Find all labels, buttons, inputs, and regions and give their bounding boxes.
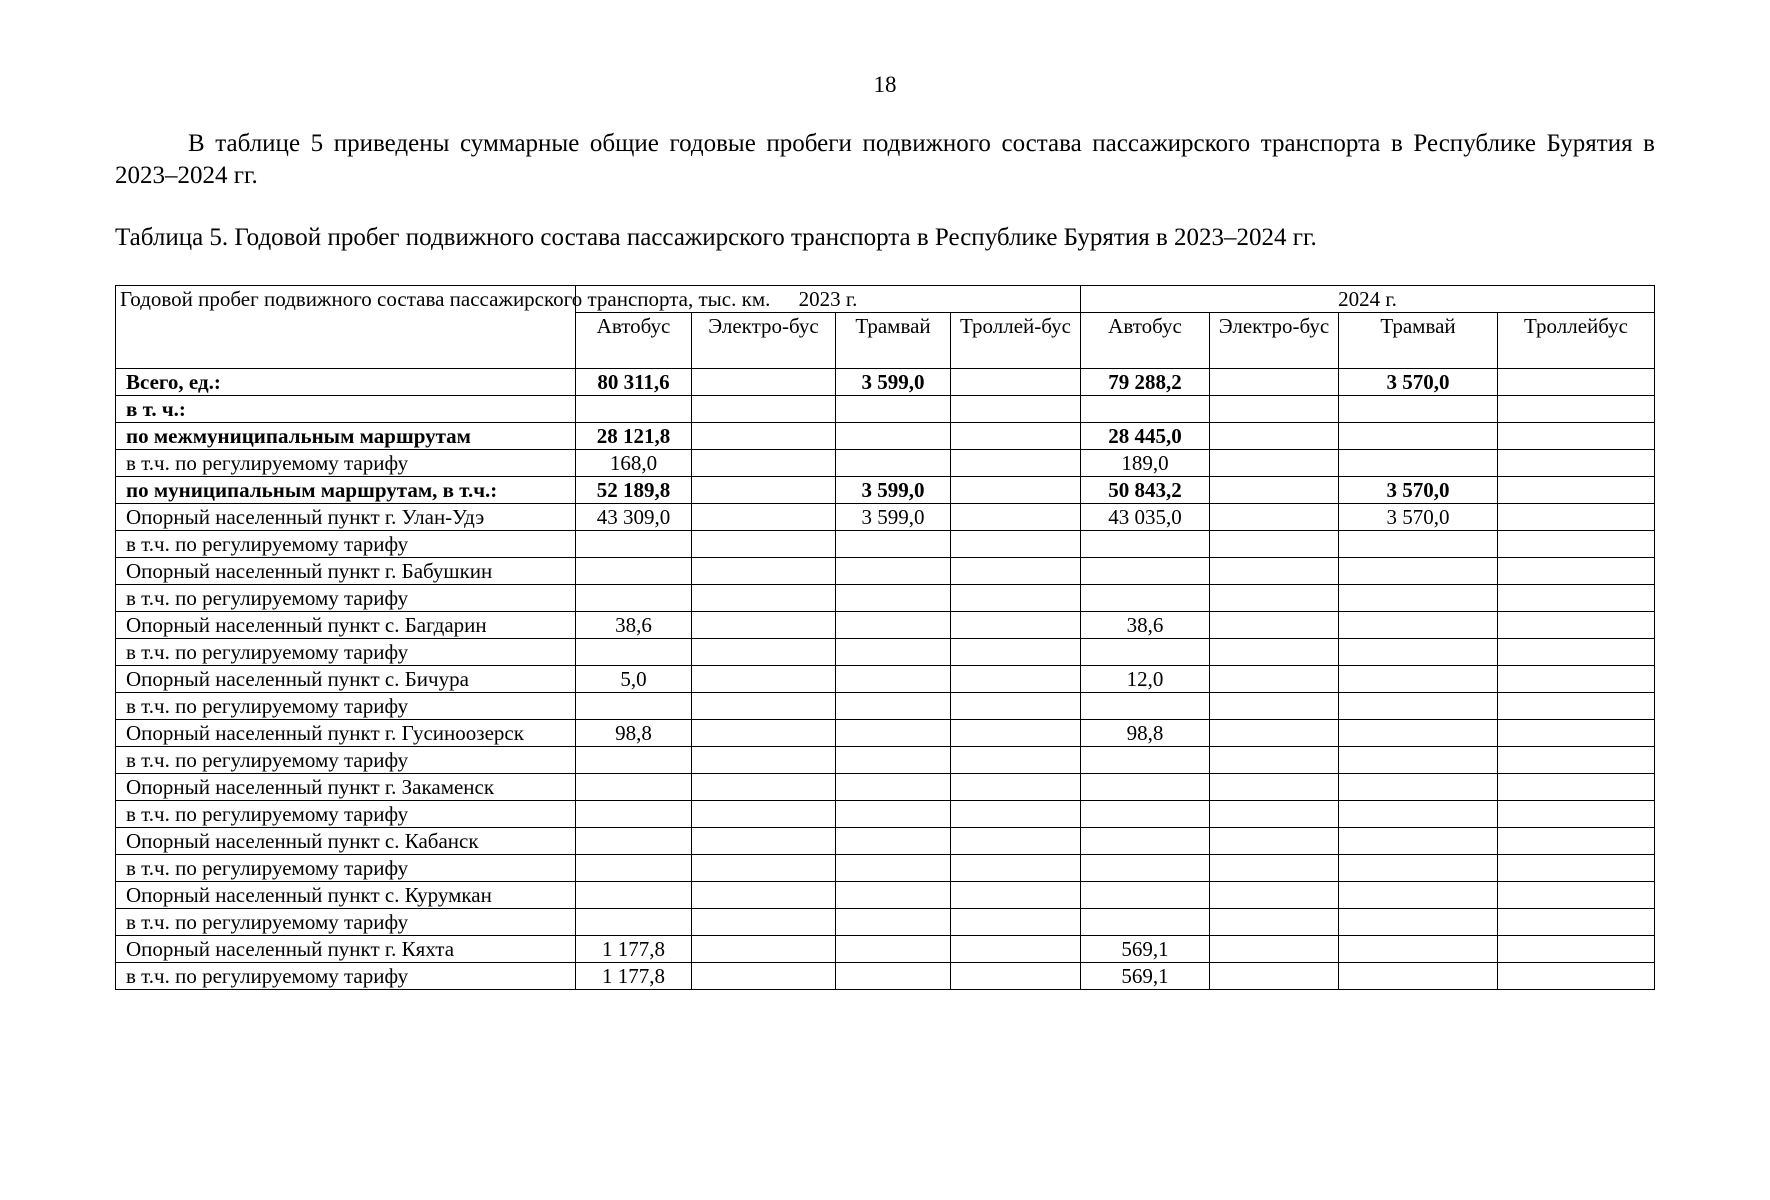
table-cell — [1210, 369, 1339, 396]
table-cell — [836, 639, 951, 666]
row-label: в т.ч. по регулируемому тарифу — [116, 693, 576, 720]
table-cell — [951, 639, 1081, 666]
col-header-trolleybus-2023: Троллей-бус — [951, 313, 1081, 369]
row-label: в т.ч. по регулируемому тарифу — [116, 639, 576, 666]
row-label: Всего, ед.: — [116, 369, 576, 396]
table-cell — [1339, 882, 1498, 909]
table-caption: Таблица 5. Годовой пробег подвижного состава пассажирского транспорта в Республике Бурятия в 2023–2024 гг. — [115, 224, 1317, 251]
table-cell — [836, 585, 951, 612]
table-cell — [836, 693, 951, 720]
page-number: 18 — [873, 72, 897, 97]
row-label: в т.ч. по регулируемому тарифу — [116, 801, 576, 828]
table-cell — [1210, 963, 1339, 990]
table-cell — [1210, 936, 1339, 963]
table-cell: 3 599,0 — [836, 369, 951, 396]
table-cell — [1498, 828, 1655, 855]
table-cell — [1210, 855, 1339, 882]
mileage-table — [115, 285, 1655, 990]
table-row — [116, 504, 1655, 531]
table-cell: 3 599,0 — [836, 504, 951, 531]
table-cell — [1210, 720, 1339, 747]
table-cell — [1498, 423, 1655, 450]
table-row — [116, 450, 1655, 477]
table-cell — [692, 936, 836, 963]
table-cell — [1498, 666, 1655, 693]
table-cell — [951, 585, 1081, 612]
table-cell — [836, 963, 951, 990]
table-row — [116, 855, 1655, 882]
table-cell — [1498, 855, 1655, 882]
table-cell — [951, 774, 1081, 801]
table-cell — [1339, 666, 1498, 693]
table-cell — [951, 720, 1081, 747]
table-cell — [1081, 855, 1210, 882]
table-cell — [1339, 450, 1498, 477]
table-cell — [1498, 936, 1655, 963]
table-cell — [1339, 423, 1498, 450]
table-cell — [836, 450, 951, 477]
table-cell — [1498, 720, 1655, 747]
col-header-bus-2024: Автобус — [1081, 313, 1210, 369]
table-cell — [1339, 693, 1498, 720]
table-cell — [951, 693, 1081, 720]
table-cell — [836, 855, 951, 882]
table-cell — [1498, 558, 1655, 585]
table-cell — [692, 909, 836, 936]
table-cell — [1210, 828, 1339, 855]
table-cell — [836, 720, 951, 747]
table-row — [116, 423, 1655, 450]
row-label: в т.ч. по регулируемому тарифу — [116, 909, 576, 936]
table-cell — [1498, 963, 1655, 990]
table-cell: 12,0 — [1081, 666, 1210, 693]
table-cell — [1339, 558, 1498, 585]
table-row — [116, 801, 1655, 828]
table-cell — [692, 855, 836, 882]
table-cell — [1081, 531, 1210, 558]
table-cell — [1339, 774, 1498, 801]
table-cell — [836, 909, 951, 936]
table-cell — [1081, 558, 1210, 585]
table-cell — [951, 666, 1081, 693]
row-label: Опорный населенный пункт г. Закаменск — [116, 774, 576, 801]
table-cell — [1498, 693, 1655, 720]
table-cell: 79 288,2 — [1081, 369, 1210, 396]
table-cell — [1498, 396, 1655, 423]
table-cell — [1210, 585, 1339, 612]
table-row — [116, 693, 1655, 720]
table-cell — [692, 585, 836, 612]
col-header-trolleybus-2024: Троллейбус — [1498, 313, 1655, 369]
table-row — [116, 558, 1655, 585]
table-cell — [692, 774, 836, 801]
table-cell: 3 570,0 — [1339, 477, 1498, 504]
table-cell — [576, 639, 692, 666]
table-cell: 28 445,0 — [1081, 423, 1210, 450]
table-cell — [692, 369, 836, 396]
table-cell — [951, 558, 1081, 585]
table-row — [116, 936, 1655, 963]
row-label: в т.ч. по регулируемому тарифу — [116, 531, 576, 558]
table-cell — [836, 936, 951, 963]
table-cell — [1081, 882, 1210, 909]
table-cell — [951, 963, 1081, 990]
table-cell — [1081, 396, 1210, 423]
table-cell — [1339, 936, 1498, 963]
row-label: Опорный населенный пункт с. Багдарин — [116, 612, 576, 639]
table-cell: 98,8 — [576, 720, 692, 747]
table-cell — [951, 396, 1081, 423]
table-cell — [1498, 585, 1655, 612]
table-cell — [1210, 396, 1339, 423]
table-cell — [1081, 774, 1210, 801]
table-cell — [576, 558, 692, 585]
table-cell — [1339, 828, 1498, 855]
table-cell — [692, 963, 836, 990]
table-cell — [692, 720, 836, 747]
row-label: Опорный населенный пункт г. Улан-Удэ — [116, 504, 576, 531]
row-label: в т. ч.: — [116, 396, 576, 423]
table-row — [116, 585, 1655, 612]
table-cell — [692, 612, 836, 639]
table-cell — [1339, 855, 1498, 882]
table-cell — [951, 423, 1081, 450]
year-header-2023: 2023 г. — [576, 286, 1081, 313]
table-cell — [1498, 369, 1655, 396]
table-row — [116, 477, 1655, 504]
row-label: Опорный населенный пункт с. Курумкан — [116, 882, 576, 909]
table-cell — [1339, 963, 1498, 990]
table-cell — [836, 666, 951, 693]
table-cell — [692, 531, 836, 558]
table-cell — [1498, 747, 1655, 774]
table-cell — [836, 558, 951, 585]
table-cell — [836, 828, 951, 855]
table-cell — [1210, 639, 1339, 666]
table-cell — [1210, 558, 1339, 585]
table-cell — [1210, 504, 1339, 531]
table-row — [116, 639, 1655, 666]
row-label: в т.ч. по регулируемому тарифу — [116, 585, 576, 612]
table-cell: 28 121,8 — [576, 423, 692, 450]
table-cell — [576, 585, 692, 612]
table-cell — [951, 504, 1081, 531]
row-label: Опорный населенный пункт г. Бабушкин — [116, 558, 576, 585]
table-cell — [1210, 747, 1339, 774]
table-cell — [1210, 774, 1339, 801]
row-label: по межмуниципальным маршрутам — [116, 423, 576, 450]
table-cell — [692, 450, 836, 477]
table-cell — [576, 855, 692, 882]
row-label: в т.ч. по регулируемому тарифу — [116, 450, 576, 477]
table-cell — [1339, 909, 1498, 936]
col-header-ebus-2023: Электро-бус — [692, 313, 836, 369]
table-cell — [836, 747, 951, 774]
table-cell: 3 570,0 — [1339, 369, 1498, 396]
table-cell — [692, 693, 836, 720]
row-label: по муниципальным маршрутам, в т.ч.: — [116, 477, 576, 504]
table-row — [116, 828, 1655, 855]
table-cell — [576, 531, 692, 558]
table-cell — [1081, 747, 1210, 774]
table-cell: 1 177,8 — [576, 936, 692, 963]
table-cell: 38,6 — [1081, 612, 1210, 639]
row-label: Опорный населенный пункт с. Бичура — [116, 666, 576, 693]
header-row-years — [116, 286, 1655, 313]
stub-header: Годовой пробег подвижного состава пассажирского транспорта, тыс. км. — [116, 286, 576, 369]
table-cell — [951, 855, 1081, 882]
table-cell — [1339, 531, 1498, 558]
table-cell — [1081, 585, 1210, 612]
table-cell — [1498, 774, 1655, 801]
table-cell — [836, 531, 951, 558]
table-cell — [1339, 801, 1498, 828]
row-label: в т.ч. по регулируемому тарифу — [116, 855, 576, 882]
table-cell: 5,0 — [576, 666, 692, 693]
table-row — [116, 369, 1655, 396]
table-cell — [1210, 531, 1339, 558]
table-cell — [576, 747, 692, 774]
table-cell — [836, 882, 951, 909]
table-cell: 98,8 — [1081, 720, 1210, 747]
table-cell — [1210, 450, 1339, 477]
table-cell — [951, 369, 1081, 396]
row-label: Опорный населенный пункт с. Кабанск — [116, 828, 576, 855]
table-cell: 43 309,0 — [576, 504, 692, 531]
table-cell — [1081, 639, 1210, 666]
table-cell — [576, 909, 692, 936]
intro-paragraph: В таблице 5 приведены суммарные общие годовые пробеги подвижного состава пассажирского транспорта в Республике Бурятия в 2023–2024 гг. — [115, 130, 1655, 189]
col-header-tram-2024: Трамвай — [1339, 313, 1498, 369]
table-cell — [1339, 747, 1498, 774]
table-cell — [951, 531, 1081, 558]
row-label: в т.ч. по регулируемому тарифу — [116, 963, 576, 990]
table-row — [116, 612, 1655, 639]
col-header-bus-2023: Автобус — [576, 313, 692, 369]
table-cell — [1498, 801, 1655, 828]
table-row — [116, 963, 1655, 990]
table-cell — [692, 639, 836, 666]
table-cell: 43 035,0 — [1081, 504, 1210, 531]
table-cell — [1498, 882, 1655, 909]
table-cell — [1339, 396, 1498, 423]
table-cell — [1498, 450, 1655, 477]
table-cell — [1081, 828, 1210, 855]
table-cell — [1498, 909, 1655, 936]
table-cell — [1498, 504, 1655, 531]
table-cell — [836, 423, 951, 450]
table-cell — [576, 882, 692, 909]
row-label: Опорный населенный пункт г. Кяхта — [116, 936, 576, 963]
year-header-2024: 2024 г. — [1081, 286, 1655, 313]
table-cell — [576, 396, 692, 423]
table-cell — [1210, 801, 1339, 828]
table-cell — [951, 477, 1081, 504]
table-cell: 569,1 — [1081, 936, 1210, 963]
table-row — [116, 396, 1655, 423]
table-cell: 1 177,8 — [576, 963, 692, 990]
table-row — [116, 531, 1655, 558]
table-cell: 189,0 — [1081, 450, 1210, 477]
table-cell — [1210, 909, 1339, 936]
table-cell — [1339, 720, 1498, 747]
table-row — [116, 720, 1655, 747]
table-cell — [951, 828, 1081, 855]
table-cell — [692, 747, 836, 774]
table-cell — [1210, 423, 1339, 450]
table-cell — [1210, 693, 1339, 720]
table-cell — [951, 882, 1081, 909]
table-cell: 38,6 — [576, 612, 692, 639]
table-cell — [1210, 612, 1339, 639]
table-cell — [1210, 882, 1339, 909]
table-cell — [1498, 477, 1655, 504]
table-cell: 569,1 — [1081, 963, 1210, 990]
table-cell — [1081, 909, 1210, 936]
table-cell — [692, 396, 836, 423]
row-label: Опорный населенный пункт г. Гусиноозерск — [116, 720, 576, 747]
table-cell — [836, 774, 951, 801]
table-cell — [1081, 801, 1210, 828]
table-cell — [1339, 585, 1498, 612]
table-cell: 3 570,0 — [1339, 504, 1498, 531]
table-cell — [1081, 693, 1210, 720]
table-row — [116, 882, 1655, 909]
table-cell — [576, 828, 692, 855]
table-cell — [951, 909, 1081, 936]
table-cell — [692, 801, 836, 828]
table-cell: 50 843,2 — [1081, 477, 1210, 504]
table-cell — [1210, 666, 1339, 693]
table-cell — [692, 828, 836, 855]
table-cell — [1210, 477, 1339, 504]
table-cell — [692, 504, 836, 531]
row-label: в т.ч. по регулируемому тарифу — [116, 747, 576, 774]
table-row — [116, 747, 1655, 774]
table-row — [116, 666, 1655, 693]
table-cell: 52 189,8 — [576, 477, 692, 504]
table-cell — [951, 450, 1081, 477]
table-cell — [1498, 612, 1655, 639]
table-cell — [576, 801, 692, 828]
table-cell — [1498, 531, 1655, 558]
table-cell: 3 599,0 — [836, 477, 951, 504]
col-header-ebus-2024: Электро-бус — [1210, 313, 1339, 369]
table-cell: 80 311,6 — [576, 369, 692, 396]
table-cell: 168,0 — [576, 450, 692, 477]
table-cell — [836, 801, 951, 828]
table-cell — [576, 774, 692, 801]
table-cell — [951, 747, 1081, 774]
table-cell — [951, 936, 1081, 963]
table-cell — [951, 801, 1081, 828]
table-cell — [692, 423, 836, 450]
table-cell — [692, 477, 836, 504]
table-cell — [1498, 639, 1655, 666]
table-cell — [1339, 639, 1498, 666]
table-cell — [692, 558, 836, 585]
table-row — [116, 774, 1655, 801]
table-cell — [836, 612, 951, 639]
table-cell — [836, 396, 951, 423]
table-cell — [692, 882, 836, 909]
table-row — [116, 909, 1655, 936]
table-cell — [576, 693, 692, 720]
table-body — [116, 369, 1655, 990]
col-header-tram-2023: Трамвай — [836, 313, 951, 369]
table-cell — [1339, 612, 1498, 639]
table-cell — [692, 666, 836, 693]
table-cell — [951, 612, 1081, 639]
